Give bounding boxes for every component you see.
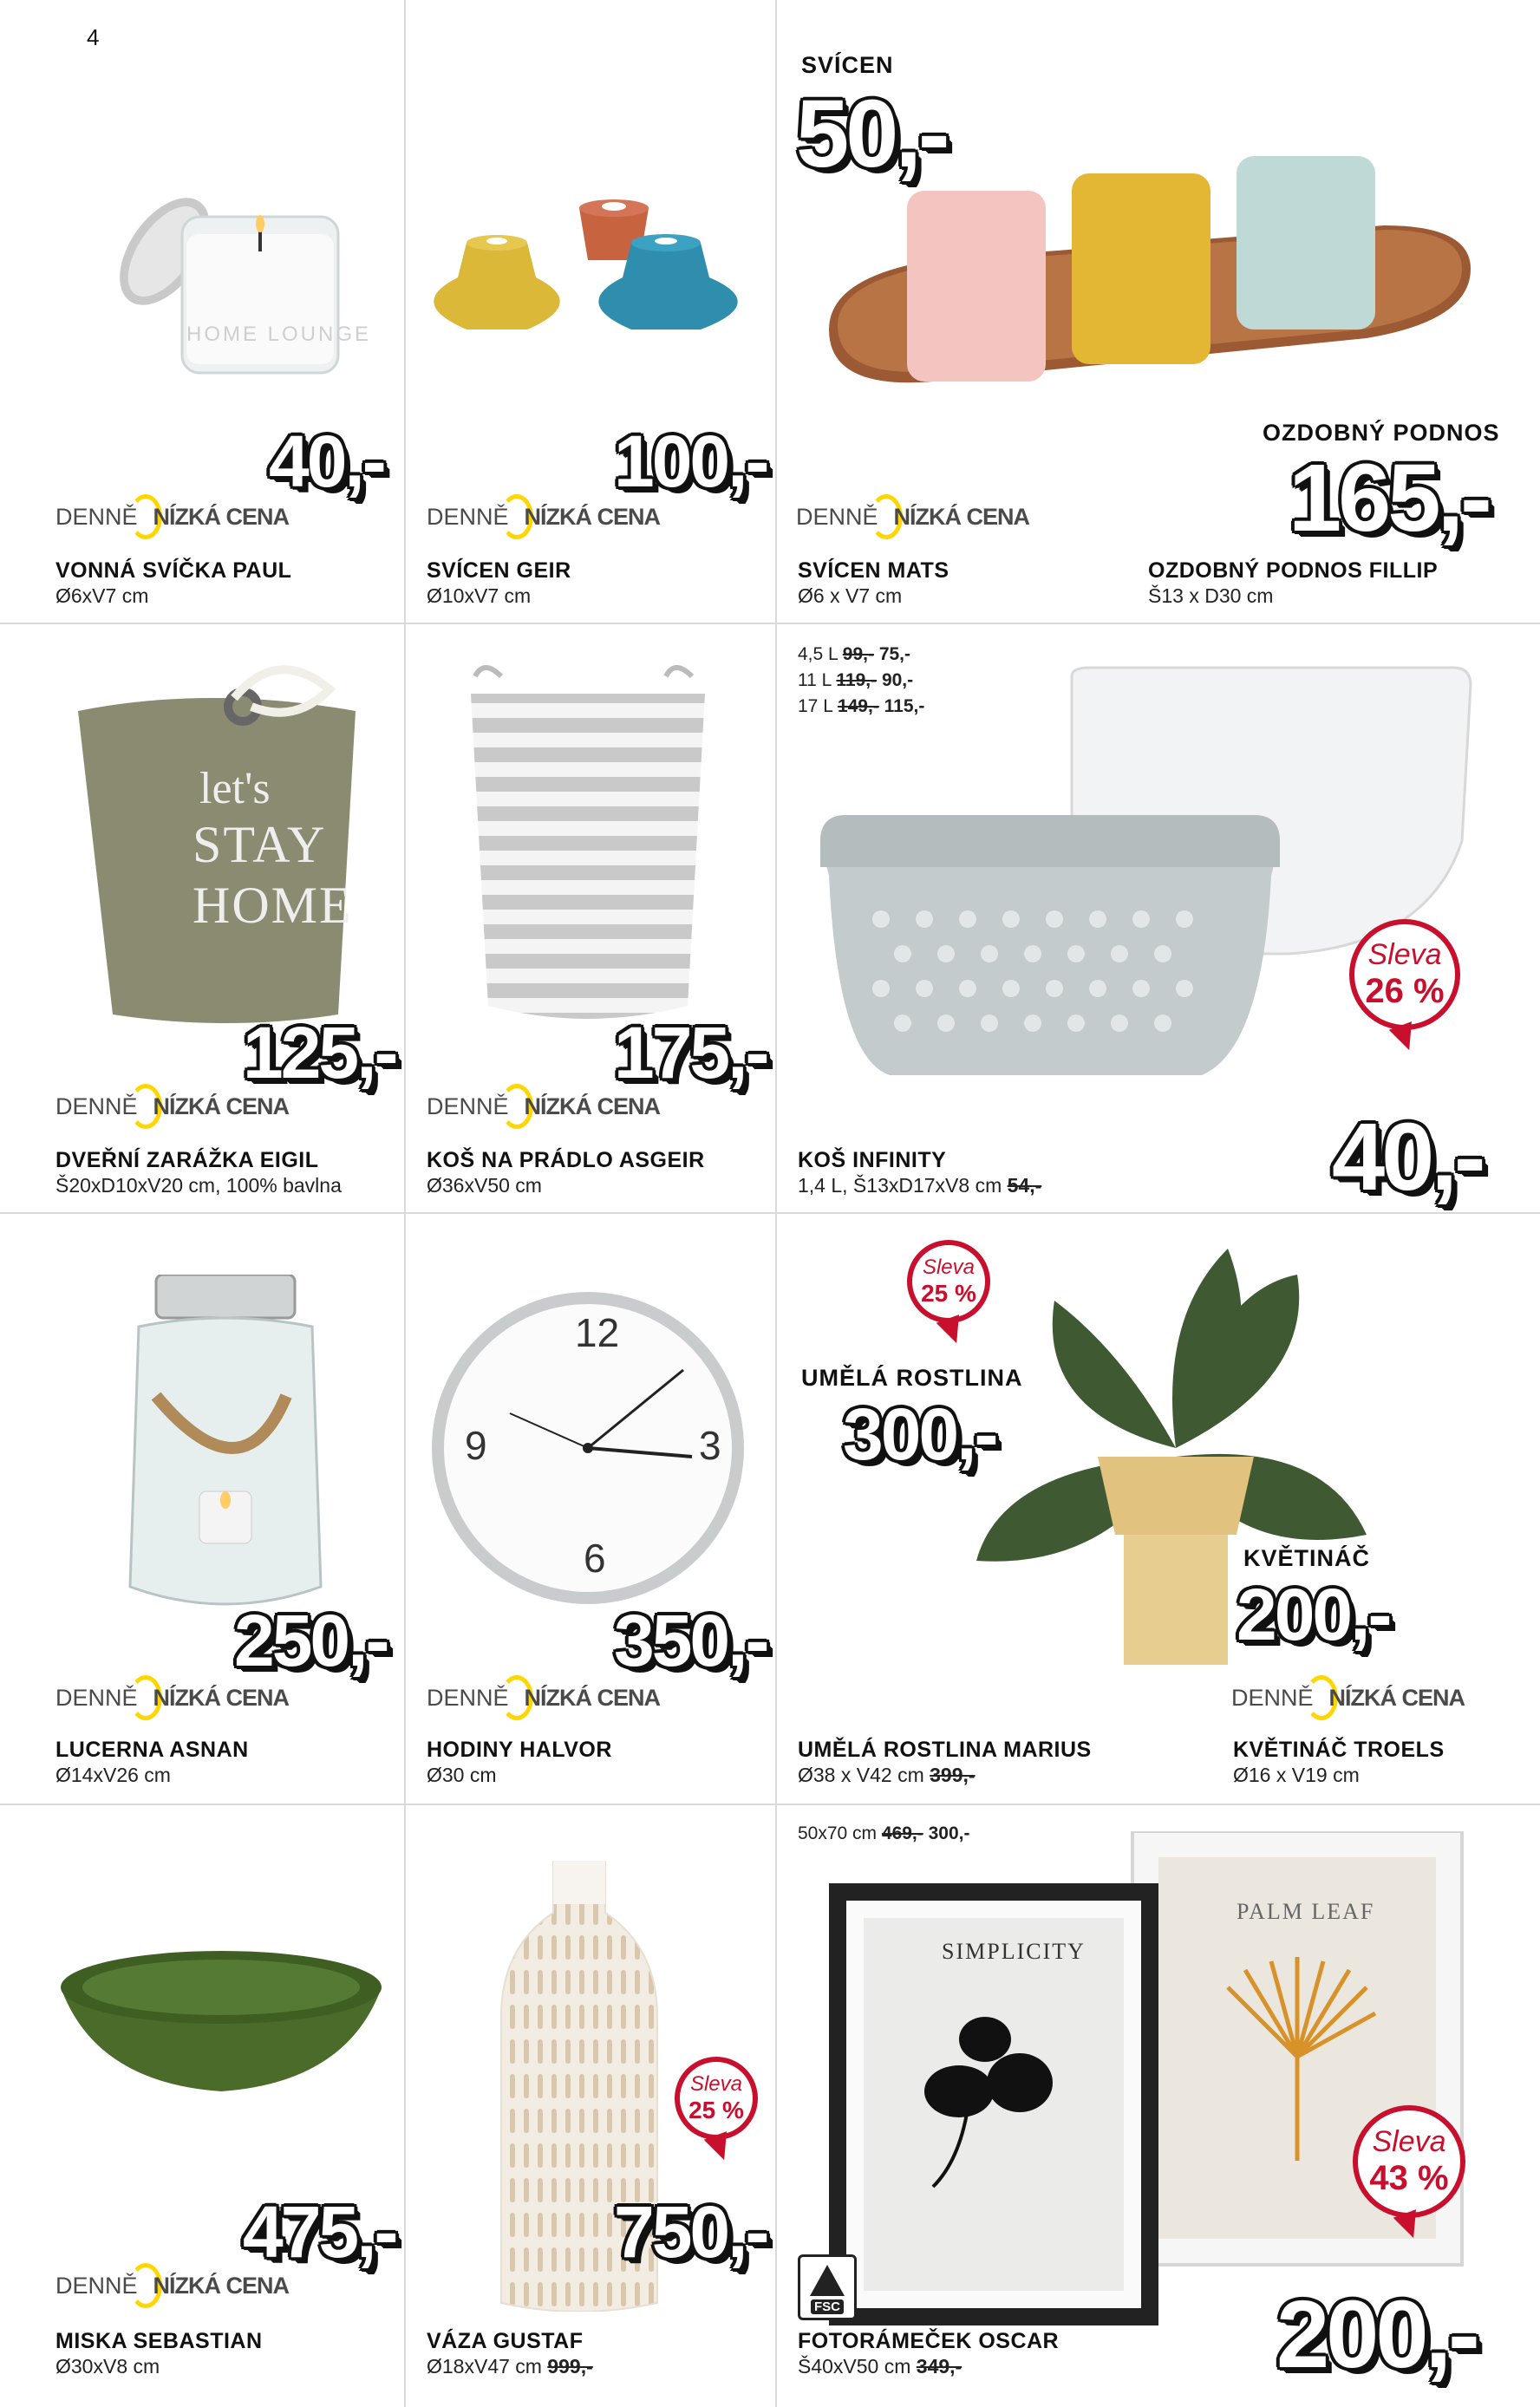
product-title: LUCERNA ASNAN [55, 1738, 249, 1762]
price: 165,- [1289, 445, 1489, 551]
price: 125,- [243, 1012, 396, 1093]
brand-nizka-cena: NÍZKÁ CENA [153, 2272, 290, 2299]
laundry-basket-image [458, 659, 718, 1040]
discount-percent: 43 % [1369, 2159, 1449, 2197]
brand-nizka-cena: NÍZKÁ CENA [524, 1093, 661, 1119]
discount-percent: 25 % [688, 2097, 744, 2123]
dims-text: Ø18xV47 cm [427, 2355, 542, 2378]
brand-denne: DENNĚ [55, 2272, 138, 2299]
variant-size: 17 L [798, 696, 833, 716]
discount-percent: 26 % [1365, 972, 1445, 1010]
poster-text-palm-leaf: PALM LEAF [1237, 1899, 1375, 1924]
product-card-paul[interactable] [0, 0, 404, 623]
lantern-image [104, 1275, 347, 1639]
discount-word: Sleva [689, 2072, 743, 2096]
brand-nizka-cena: NÍZKÁ CENA [524, 1684, 661, 1711]
product-dims [798, 1174, 1041, 1197]
variant-new-price: 115,- [884, 696, 925, 716]
old-price: 54,- [1007, 1174, 1042, 1197]
product-card-oscar[interactable] [777, 1805, 1540, 2407]
variant-size: 11 L [798, 670, 832, 690]
discount-badge [675, 2057, 758, 2140]
brand-denne: DENNĚ [796, 503, 878, 530]
product-card-mats-fillip[interactable] [777, 0, 1540, 623]
product-card-eigil[interactable] [0, 624, 404, 1212]
discount-word: Sleva [922, 1256, 976, 1279]
variant-old-price: 149,- [837, 696, 879, 716]
clock-numeral-12: 12 [575, 1310, 620, 1355]
brand-logo [427, 1679, 660, 1717]
price: 475,- [243, 2191, 396, 2273]
price: 100,- [614, 421, 767, 502]
product-dims: Š13 x D30 cm [1148, 584, 1274, 607]
variant-old-price: 99,- [842, 644, 874, 664]
variant-new-price: 300,- [928, 1823, 970, 1843]
old-price: 349,- [916, 2355, 962, 2378]
poster-text-simplicity: SIMPLICITY [942, 1939, 1086, 1964]
brand-logo [55, 1087, 289, 1125]
product-dims: Ø14xV26 cm [55, 1764, 171, 1786]
variant-old-price: 469,- [881, 1823, 923, 1843]
product-title: SVÍCEN GEIR [427, 558, 571, 583]
brand-logo [796, 498, 1029, 536]
product-title: KOŠ NA PRÁDLO ASGEIR [427, 1148, 705, 1172]
product-dims: Ø36xV50 cm [427, 1174, 542, 1197]
product-dims: Ø10xV7 cm [427, 584, 532, 607]
product-dims [798, 2355, 962, 2378]
bag-text-lets: let's [199, 764, 271, 813]
product-card-gustaf[interactable] [406, 1805, 775, 2407]
price: 200,- [1276, 2281, 1477, 2388]
brand-nizka-cena: NÍZKÁ CENA [524, 503, 661, 530]
price: 350,- [614, 1600, 767, 1681]
candle-holders-image [423, 191, 770, 364]
product-title: DVEŘNÍ ZARÁŽKA EIGIL [55, 1148, 319, 1172]
discount-word: Sleva [1367, 938, 1442, 971]
product-dims: Ø6 x V7 cm [798, 584, 903, 607]
product-label: KVĚTINÁČ [1243, 1545, 1371, 1571]
brand-nizka-cena: NÍZKÁ CENA [1328, 1684, 1465, 1711]
product-card-halvor[interactable] [406, 1214, 775, 1804]
brand-denne: DENNĚ [427, 1093, 509, 1119]
bowl-image [52, 1944, 390, 2100]
fsc-label: FSC [811, 2299, 844, 2314]
photo-frames-image [829, 1831, 1488, 2334]
fsc-tree-icon [810, 2265, 845, 2296]
product-card-asnan[interactable] [0, 1214, 404, 1804]
product-dims: Ø6xV7 cm [55, 584, 149, 607]
brand-nizka-cena: NÍZKÁ CENA [153, 503, 290, 530]
price: 175,- [614, 1012, 767, 1093]
variant-size: 50x70 cm [798, 1823, 878, 1843]
page-number: 4 [87, 24, 100, 50]
product-title: HODINY HALVOR [427, 1738, 612, 1762]
dims-text: 1,4 L, Š13xD17xV8 cm [798, 1174, 1002, 1197]
clock-numeral-9: 9 [465, 1423, 487, 1468]
product-title: KOŠ INFINITY [798, 1148, 947, 1172]
discount-word: Sleva [1372, 2125, 1446, 2158]
product-title: OZDOBNÝ PODNOS FILLIP [1148, 558, 1439, 583]
brand-nizka-cena: NÍZKÁ CENA [153, 1684, 290, 1711]
brand-nizka-cena: NÍZKÁ CENA [153, 1093, 290, 1119]
brand-logo [427, 1087, 660, 1125]
brand-denne: DENNĚ [55, 1684, 138, 1711]
product-dims [798, 1764, 976, 1787]
brand-logo [55, 2267, 289, 2305]
product-card-geir[interactable] [406, 0, 775, 623]
brand-logo [427, 498, 660, 536]
product-title: VÁZA GUSTAF [427, 2329, 584, 2353]
candle-jar-image [87, 173, 356, 382]
price: 200,- [1237, 1574, 1390, 1655]
brand-denne: DENNĚ [55, 503, 138, 530]
price: 300,- [843, 1393, 996, 1475]
product-card-marius-troels[interactable] [777, 1214, 1540, 1804]
product-label: OZDOBNÝ PODNOS [1263, 420, 1500, 446]
brand-denne: DENNĚ [427, 1684, 509, 1711]
fsc-logo [798, 2254, 857, 2320]
jar-label: HOME LOUNGE [186, 323, 372, 346]
product-dims: Š20xD10xV20 cm, 100% bavlna [55, 1174, 342, 1197]
variant-new-price: 75,- [878, 644, 910, 664]
brand-nizka-cena: NÍZKÁ CENA [893, 503, 1030, 530]
product-title: MISKA SEBASTIAN [55, 2329, 263, 2353]
price: 750,- [614, 2191, 767, 2273]
price: 250,- [234, 1600, 388, 1681]
bag-text-stay: STAY [192, 816, 327, 873]
discount-badge [1349, 919, 1460, 1030]
bag-text-home: HOME [192, 877, 353, 934]
product-title: FOTORÁMEČEK OSCAR [798, 2329, 1060, 2353]
discount-percent: 25 % [921, 1280, 976, 1307]
brand-denne: DENNĚ [1231, 1684, 1314, 1711]
clock-numeral-3: 3 [699, 1423, 721, 1468]
product-dims: Ø16 x V19 cm [1233, 1764, 1360, 1786]
old-price: 399,- [930, 1764, 976, 1786]
product-card-sebastian[interactable] [0, 1805, 404, 2407]
variant-size: 4,5 L [798, 644, 838, 664]
brand-denne: DENNĚ [55, 1093, 138, 1119]
product-card-infinity[interactable] [777, 624, 1540, 1212]
product-card-asgeir[interactable] [406, 624, 775, 1212]
dims-text: Ø38 x V42 cm [798, 1764, 924, 1786]
brand-denne: DENNĚ [427, 503, 509, 530]
product-title: KVĚTINÁČ TROELS [1233, 1738, 1445, 1762]
product-label: UMĚLÁ ROSTLINA [801, 1365, 1023, 1391]
price: 40,- [269, 421, 384, 502]
dims-text: Š40xV50 cm [798, 2355, 911, 2378]
brand-logo [1231, 1679, 1465, 1717]
product-title: VONNÁ SVÍČKA PAUL [55, 558, 292, 583]
storage-baskets-image [812, 659, 1488, 1145]
variant-new-price: 90,- [881, 670, 914, 690]
price: 50,- [796, 81, 947, 187]
product-dims: Ø30xV8 cm [55, 2355, 160, 2378]
product-title: SVÍCEN MATS [798, 558, 949, 583]
discount-badge [1353, 2105, 1465, 2218]
clock-numeral-6: 6 [584, 1536, 606, 1581]
variant-old-price: 119,- [836, 670, 878, 690]
product-dims: Ø30 cm [427, 1764, 497, 1786]
tray-with-candles-image [812, 139, 1471, 434]
price: 40,- [1332, 1104, 1483, 1210]
brand-logo [55, 498, 289, 536]
brand-logo [55, 1679, 289, 1717]
product-title: UMĚLÁ ROSTLINA MARIUS [798, 1738, 1092, 1762]
product-dims [427, 2355, 593, 2378]
discount-badge [907, 1240, 990, 1323]
old-price: 999,- [547, 2355, 593, 2378]
product-label: SVÍCEN [801, 52, 894, 78]
